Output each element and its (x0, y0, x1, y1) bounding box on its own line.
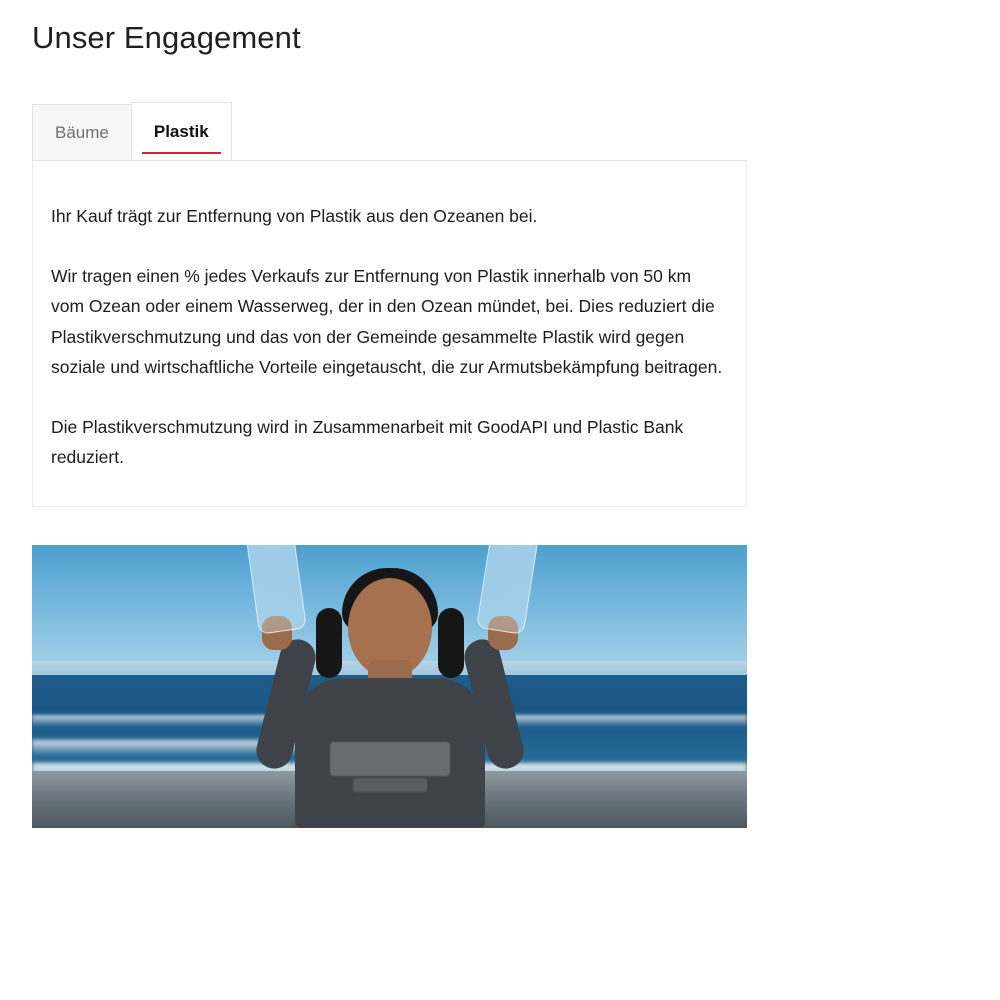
photo-plastic-bottle-left (241, 545, 307, 635)
plastic-bank-photo (32, 545, 747, 828)
panel-paragraph-1: Ihr Kauf trägt zur Entfernung von Plastik aus den Ozeanen bei. (51, 206, 538, 227)
photo-shirt-logo (330, 742, 450, 776)
tab-baeume-label: Bäume (55, 123, 109, 143)
photo-person-hair-left (316, 608, 342, 678)
tab-active-indicator (142, 152, 221, 154)
tab-plastik[interactable] (131, 102, 232, 160)
photo-shirt-sublogo (353, 778, 427, 792)
panel-paragraph-3: Die Plastikverschmutzung wird in Zusammenarbeit mit GoodAPI und Plastic Bank reduziert. (51, 416, 684, 467)
tab-baeume[interactable] (32, 104, 132, 160)
tab-bar (32, 103, 747, 161)
photo-person (240, 578, 540, 828)
photo-person-hair-right (438, 608, 464, 678)
tab-plastik-label: Plastik (153, 122, 209, 142)
tab-panel-plastik (32, 161, 747, 507)
content-column (32, 0, 747, 828)
panel-paragraph-2: Wir tragen einen % jedes Verkaufs zur Entfernung von Plastik innerhalb von 50 km vom Ozean oder einem Wasserweg, der in den Ozean mündet, bei. Dies reduziert die Plastikverschmutzung und das von der Gemeinde gesammelte Plastik wird gegen soziale und wirtschaftliche Vorteile eingetauscht, die zur Armutsbekämpfung beitragen. (51, 266, 723, 377)
page-title: Unser Engagement (32, 20, 301, 55)
